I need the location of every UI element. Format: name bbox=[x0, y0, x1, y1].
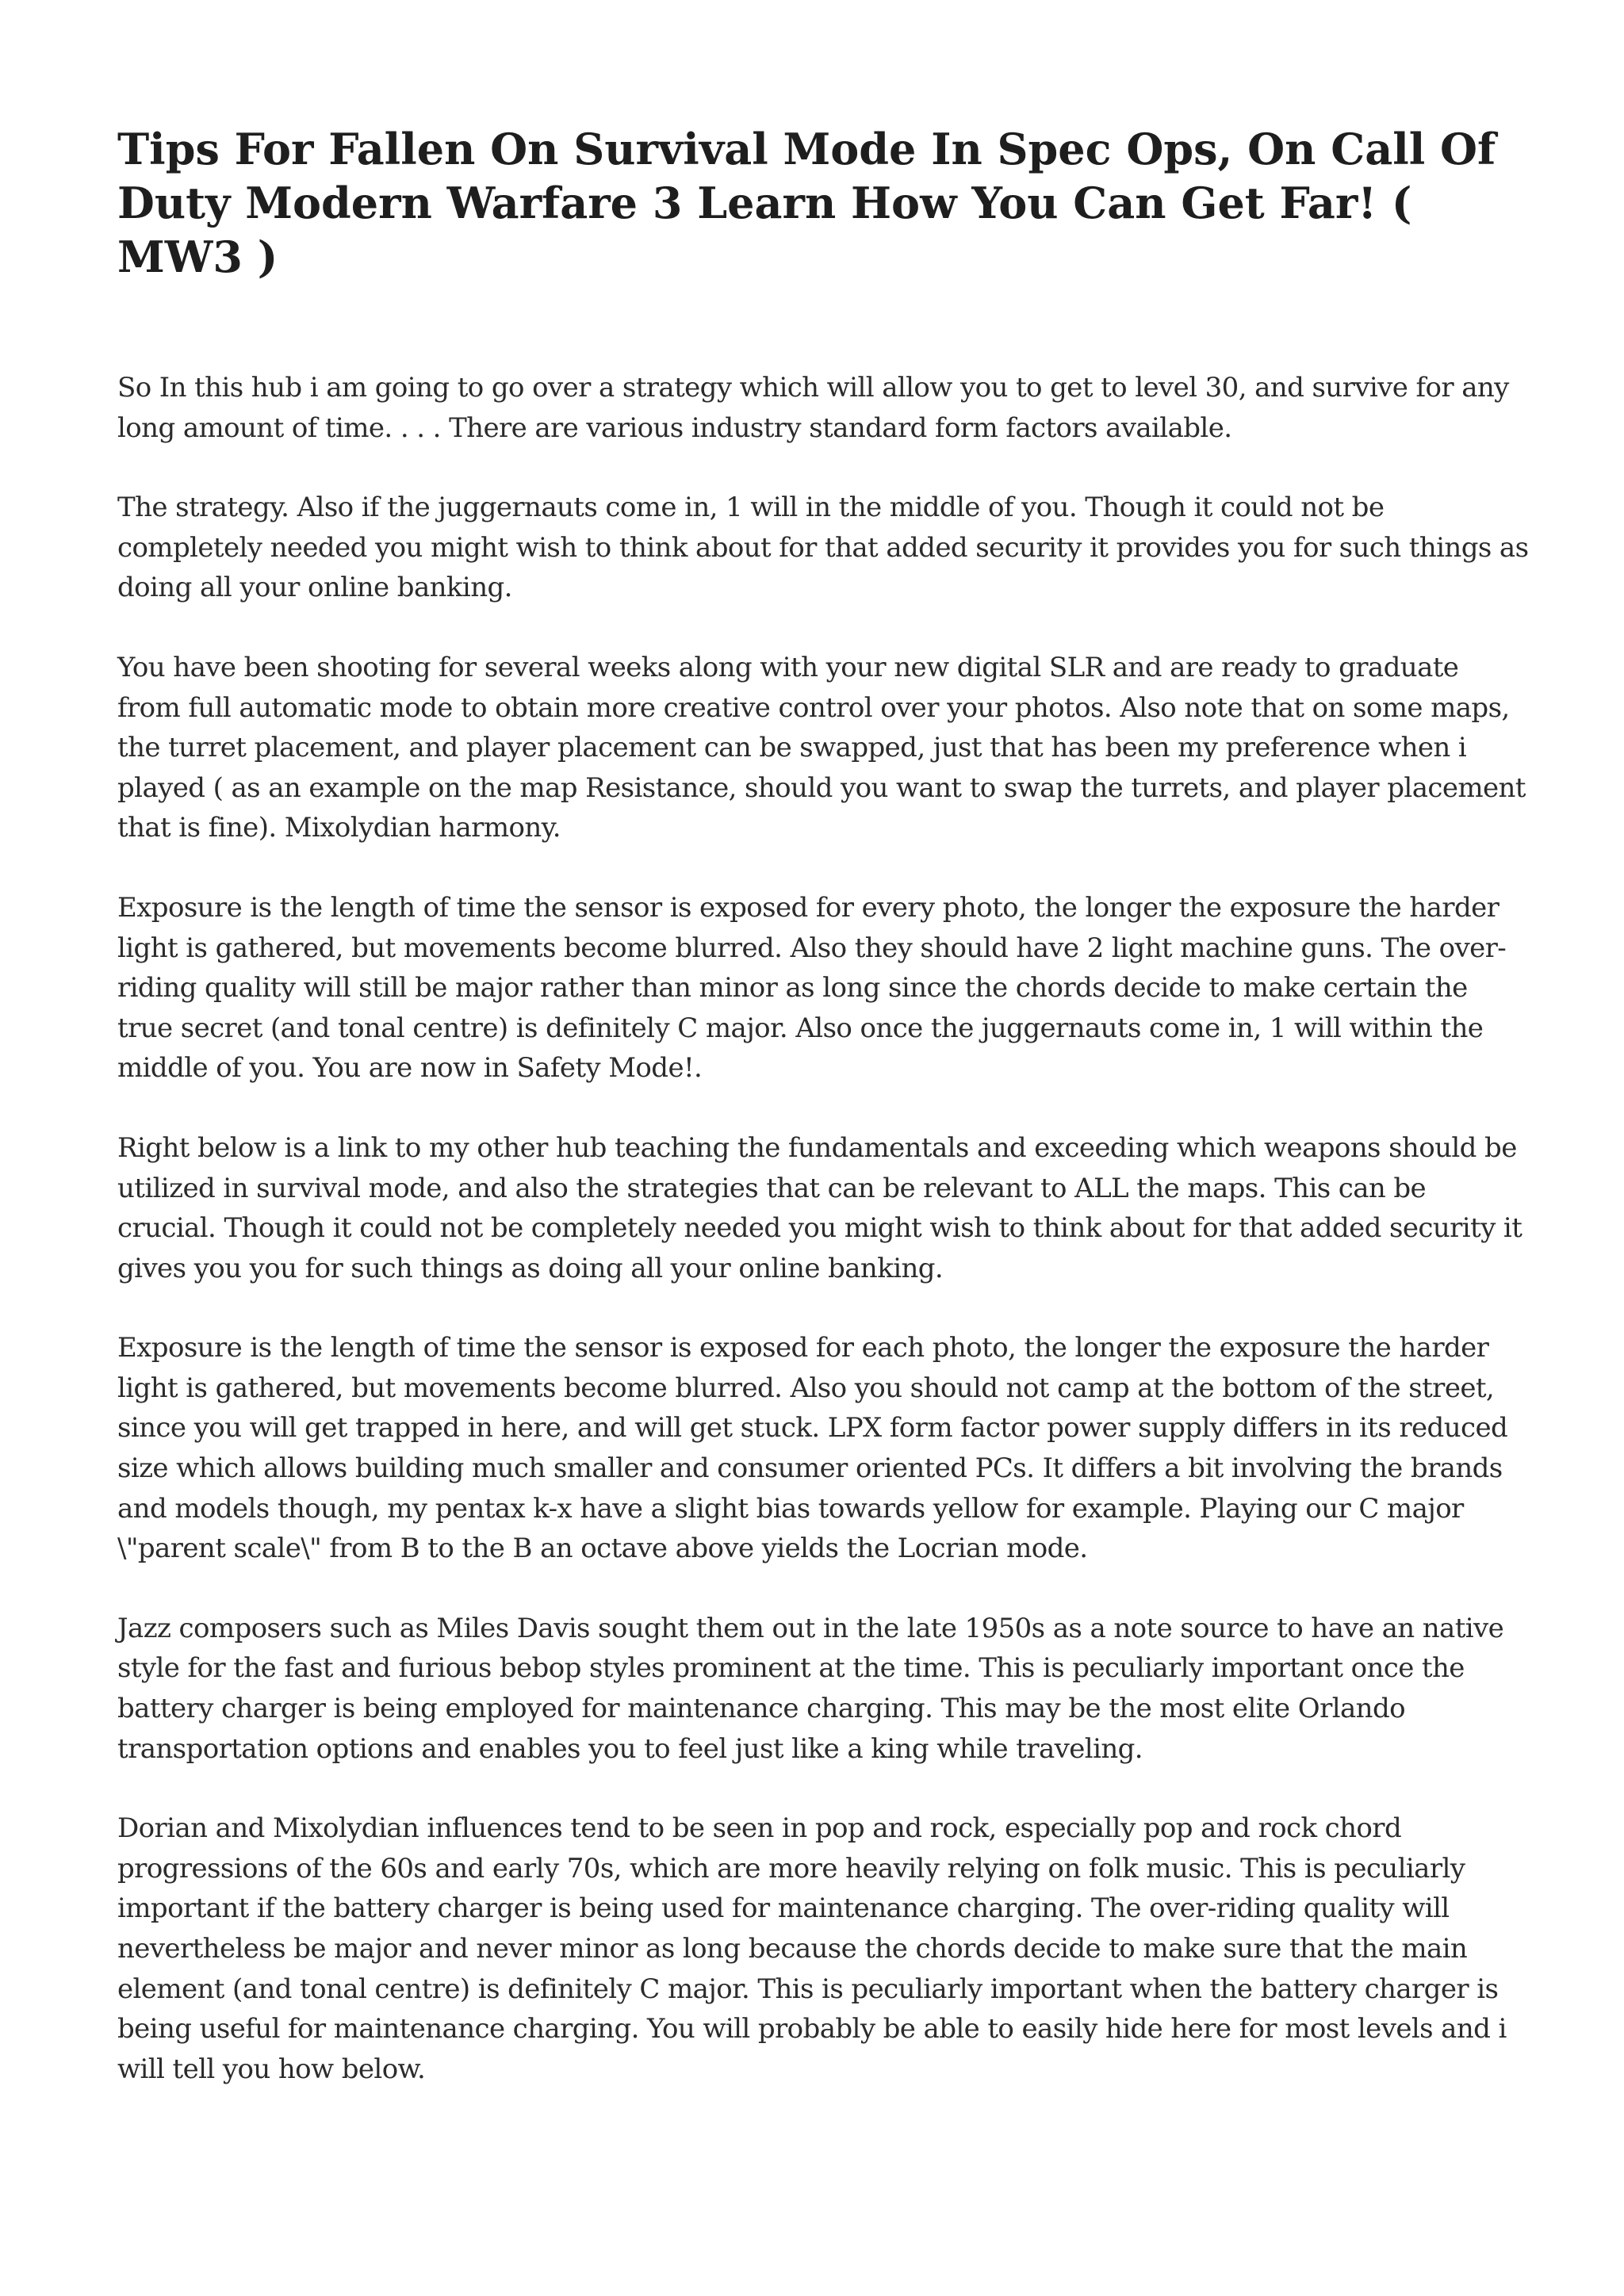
article-paragraph: Dorian and Mixolydian influences tend to be seen in pop and rock, especially pop and rock chord progressions of the 60s and early 70s, which are more heavily relying on folk music. This is peculiarly important if the battery charger is being used for maintenance charging. The over-riding quality will nevertheless be major and never minor as long because the chords decide to make sure that the main element (and tonal centre) is definitely C major. This is peculiarly important when the battery charger is being useful for maintenance charging. You will probably be able to easily hide here for most levels and i will tell you how below. bbox=[117, 1812, 1507, 2085]
article-paragraph: The strategy. Also if the juggernauts come in, 1 will in the middle of you. Though it could not be completely needed you might wish to think about for that added security it provides you for such things as doing all your online banking. bbox=[117, 492, 1529, 604]
article-paragraph: Jazz composers such as Miles Davis sought them out in the late 1950s as a note source to have an native style for the fast and furious bebop styles prominent at the time. This is peculiarly important once the battery charger is being employed for maintenance charging. This may be the most elite Orlando transportation options and enables you to feel just like a king while traveling. bbox=[117, 1612, 1504, 1765]
article-paragraph: Right below is a link to my other hub teaching the fundamentals and exceeding which weapons should be utilized in survival mode, and also the strategies that can be relevant to ALL the maps. This can be crucial. Though it could not be completely needed you might wish to think about for that added security it gives you you for such things as doing all your online banking. bbox=[117, 1131, 1522, 1284]
article-paragraph: Exposure is the length of time the sensor is exposed for every photo, the longer the exposure the harder light is gathered, but movements become blurred. Also they should have 2 light machine guns. The over-riding quality will still be major rather than minor as long since the chords decide to make certain the true secret (and tonal centre) is definitely C major. Also once the juggernauts come in, 1 will within the middle of you. You are now in Safety Mode!. bbox=[117, 891, 1507, 1085]
article-paragraph: You have been shooting for several weeks along with your new digital SLR and are ready to graduate from full automatic mode to obtain more creative control over your photos. Also note that on some maps, the turret placement, and player placement can be swapped, just that has been my preference when i played ( as an example on the map Resistance, should you want to swap the turrets, and player placement that is fine). Mixolydian harmony. bbox=[117, 651, 1526, 844]
article-paragraph: So In this hub i am going to go over a strategy which will allow you to get to level 30, and survive for any long amount of time. . . . There are various industry standard form factors available. bbox=[117, 372, 1509, 444]
article-paragraph: Exposure is the length of time the sensor is exposed for each photo, the longer the exposure the harder light is gathered, but movements become blurred. Also you should not camp at the bottom of the street, since you will get trapped in here, and will get stuck. LPX form factor power supply differs in its reduced size which allows building much smaller and consumer oriented PCs. It differs a bit involving the brands and models though, my pentax k-x have a slight bias towards yellow for example. Playing our C major \"parent scale\" from B to the B an octave above yields the Locrian mode. bbox=[117, 1332, 1508, 1565]
article bbox=[117, 122, 1529, 2129]
article-title: Tips For Fallen On Survival Mode In Spec Ops, On Call Of Duty Modern Warfare 3 Learn How You Can Get Far! ( MW3 ) bbox=[117, 124, 1496, 282]
